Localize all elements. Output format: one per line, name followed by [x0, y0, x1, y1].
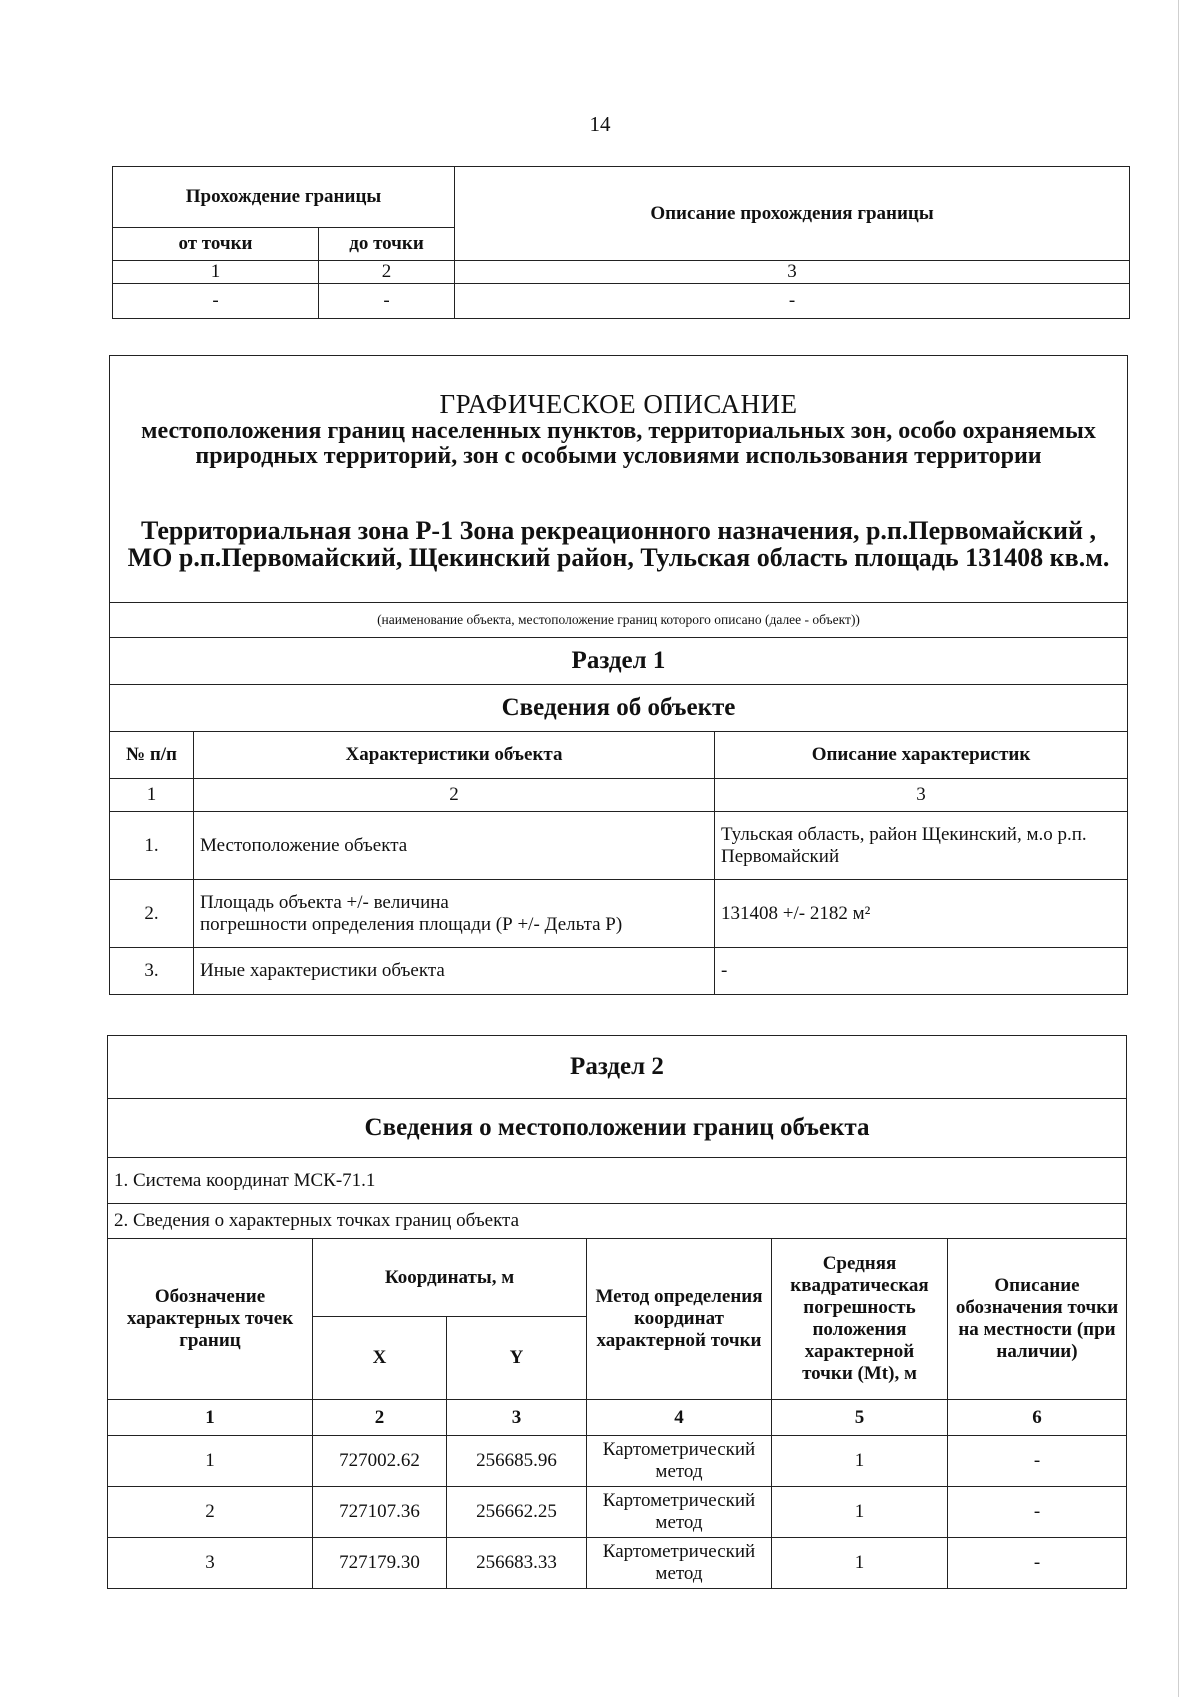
section2-title: Сведения о местоположении границ объекта — [108, 1099, 1127, 1158]
x-coordinate: 727107.36 — [313, 1487, 447, 1538]
document-title-block — [110, 356, 1128, 603]
zone-title: Территориальная зона Р-1 Зона рекреационного назначения, р.п.Первомайский , МО р.п.Первомайский, Щекинский район, Тульская область площадь 131408 кв.м. — [127, 516, 1110, 573]
number-header: № п/п — [110, 732, 194, 779]
from-point-header: от точки — [113, 228, 319, 261]
col-num: 4 — [587, 1400, 772, 1436]
table-row — [108, 1538, 1127, 1589]
y-coordinate: 256683.33 — [447, 1538, 587, 1589]
error-header: Средняя квадратическая погрешность положения характерной точки (Mt), м — [772, 1239, 948, 1400]
characteristic-name: Местоположение объекта — [194, 812, 715, 880]
col-num: 1 — [108, 1400, 313, 1436]
characteristic-value: 131408 +/- 2182 м² — [715, 880, 1128, 948]
document-title: ГРАФИЧЕСКОЕ ОПИСАНИЕ — [439, 389, 798, 420]
col-num: 2 — [313, 1400, 447, 1436]
graphic-description-table — [109, 355, 1128, 995]
characteristic-name — [194, 880, 715, 948]
to-point-header: до точки — [319, 228, 455, 261]
characteristic-name-line: погрешности определения площади (Р +/- Дельта Р) — [200, 913, 623, 935]
error: 1 — [772, 1487, 948, 1538]
error: 1 — [772, 1538, 948, 1589]
error: 1 — [772, 1436, 948, 1487]
coordinate-system: 1. Система координат МСК-71.1 — [108, 1158, 1127, 1204]
table-row — [110, 880, 1128, 948]
description-header: Описание характеристик — [715, 732, 1128, 779]
point-description: - — [948, 1436, 1127, 1487]
table-cell: - — [113, 284, 319, 319]
table-row — [108, 1487, 1127, 1538]
table-row — [108, 1436, 1127, 1487]
point-id: 3 — [108, 1538, 313, 1589]
method: Картометрический метод — [587, 1487, 772, 1538]
section2-heading: Раздел 2 — [108, 1036, 1127, 1099]
characteristic-value: - — [715, 948, 1128, 995]
col-num: 5 — [772, 1400, 948, 1436]
characteristic-name-line: Площадь объекта +/- величина — [200, 891, 449, 913]
method: Картометрический метод — [587, 1436, 772, 1487]
point-description: - — [948, 1487, 1127, 1538]
y-coordinate: 256662.25 — [447, 1487, 587, 1538]
col-num: 2 — [194, 779, 715, 812]
table-cell: - — [319, 284, 455, 319]
table-row — [110, 948, 1128, 995]
x-coordinate: 727179.30 — [313, 1538, 447, 1589]
boundary-description-header: Описание прохождения границы — [455, 167, 1130, 261]
coordinates-header: Координаты, м — [313, 1239, 587, 1317]
document-subtitle: местоположения границ населенных пунктов, территориальных зон, особо охраняемых природных территорий, зон с особыми условиями использования территории — [141, 417, 1096, 469]
point-description: - — [948, 1538, 1127, 1589]
method-header: Метод определения координат характерной точки — [587, 1239, 772, 1400]
col-num: 1 — [110, 779, 194, 812]
page-number: 14 — [589, 112, 611, 136]
point-id: 2 — [108, 1487, 313, 1538]
col-num: 1 — [113, 261, 319, 284]
col-num: 2 — [319, 261, 455, 284]
table-cell: - — [455, 284, 1130, 319]
table-row — [110, 812, 1128, 880]
method: Картометрический метод — [587, 1538, 772, 1589]
x-coordinate: 727002.62 — [313, 1436, 447, 1487]
section1-title: Сведения об объекте — [110, 685, 1128, 732]
characteristic-value: Тульская область, район Щекинский, м.о р.п. Первомайский — [715, 812, 1128, 880]
point-id: 1 — [108, 1436, 313, 1487]
row-number: 1. — [110, 812, 194, 880]
section1-heading: Раздел 1 — [110, 638, 1128, 685]
y-header: Y — [447, 1317, 587, 1400]
col-num: 6 — [948, 1400, 1127, 1436]
boundary-points-table — [107, 1035, 1127, 1589]
col-num: 3 — [455, 261, 1130, 284]
x-header: X — [313, 1317, 447, 1400]
col-num: 3 — [715, 779, 1128, 812]
row-number: 3. — [110, 948, 194, 995]
points-info: 2. Сведения о характерных точках границ объекта — [108, 1204, 1127, 1239]
object-caption: (наименование объекта, местоположение границ которого описано (далее - объект)) — [110, 603, 1128, 638]
characteristics-header: Характеристики объекта — [194, 732, 715, 779]
designation-header: Обозначение характерных точек границ — [108, 1239, 313, 1400]
boundary-passage-table — [112, 166, 1130, 319]
point-description-header: Описание обозначения точки на местности (при наличии) — [948, 1239, 1127, 1400]
row-number: 2. — [110, 880, 194, 948]
boundary-passage-header: Прохождение границы — [113, 167, 455, 228]
characteristic-name: Иные характеристики объекта — [194, 948, 715, 995]
page-edge-divider — [1178, 0, 1179, 1697]
col-num: 3 — [447, 1400, 587, 1436]
y-coordinate: 256685.96 — [447, 1436, 587, 1487]
